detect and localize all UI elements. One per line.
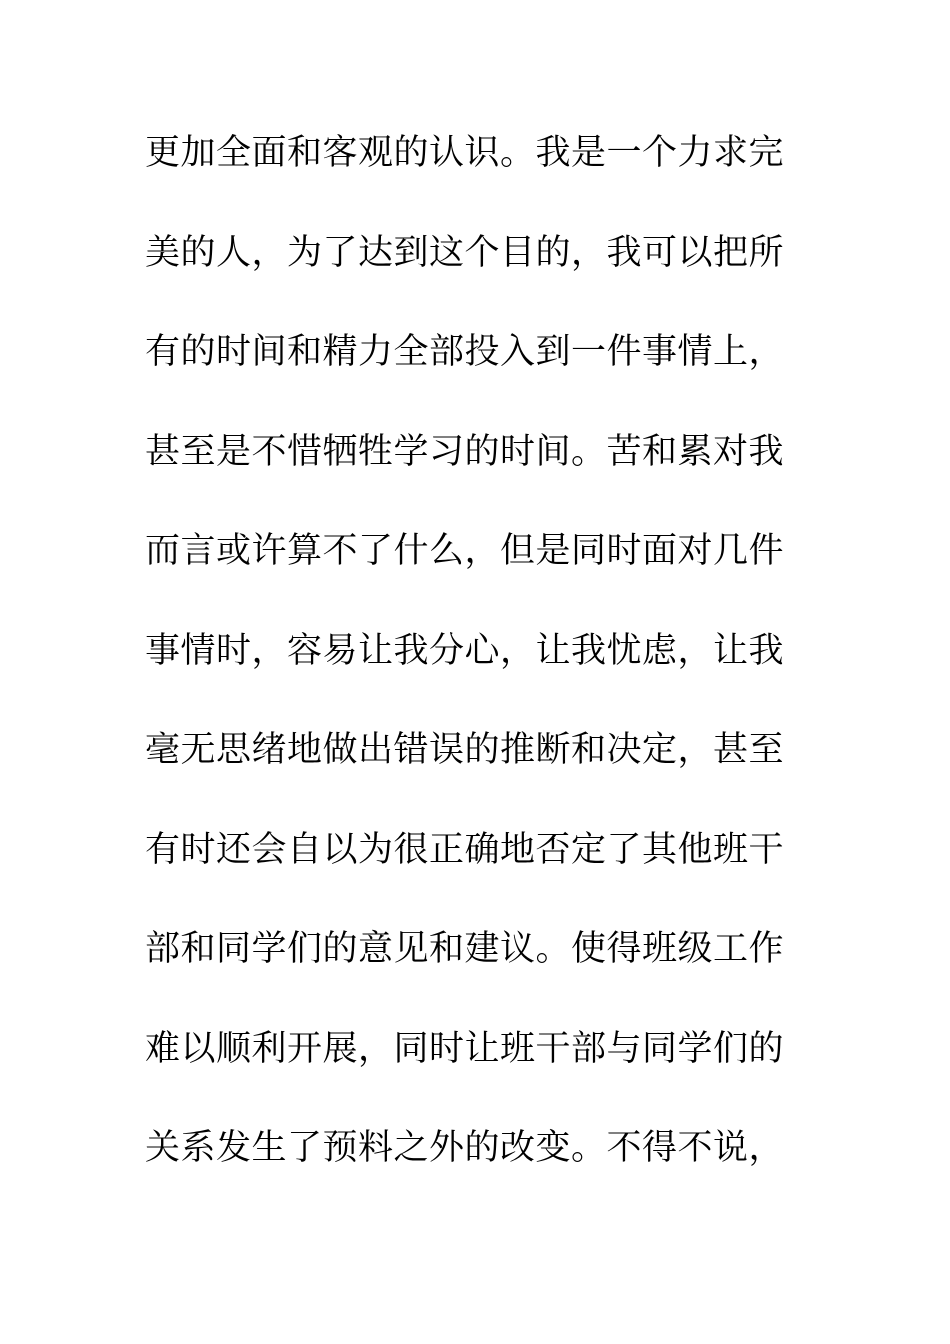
body-paragraph: [145, 128, 805, 1223]
text-line: 部和同学们的意见和建议。使得班级工作: [145, 929, 785, 969]
text-line: 甚至是不惜牺牲学习的时间。苦和累对我: [145, 431, 785, 472]
text-line: 美的人，为了达到这个目的，我可以把所: [145, 232, 785, 273]
text-line: 难以顺利开展，同时让班干部与同学们的: [145, 1028, 785, 1069]
text-line: 而言或许算不了什么，但是同时面对几件: [145, 531, 785, 571]
text-line: 有时还会自以为很正确地否定了其他班干: [145, 829, 785, 870]
text-line: 毫无思绪地做出错误的推断和决定，甚至: [145, 730, 785, 770]
text-line: 有的时间和精力全部投入到一件事情上，: [145, 332, 785, 372]
text-line: 事情时，容易让我分心，让我忧虑，让我: [145, 630, 785, 671]
text-line: 更加全面和客观的认识。我是一个力求完: [145, 133, 785, 173]
text-line: 关系发生了预料之外的改变。不得不说，: [145, 1128, 785, 1168]
